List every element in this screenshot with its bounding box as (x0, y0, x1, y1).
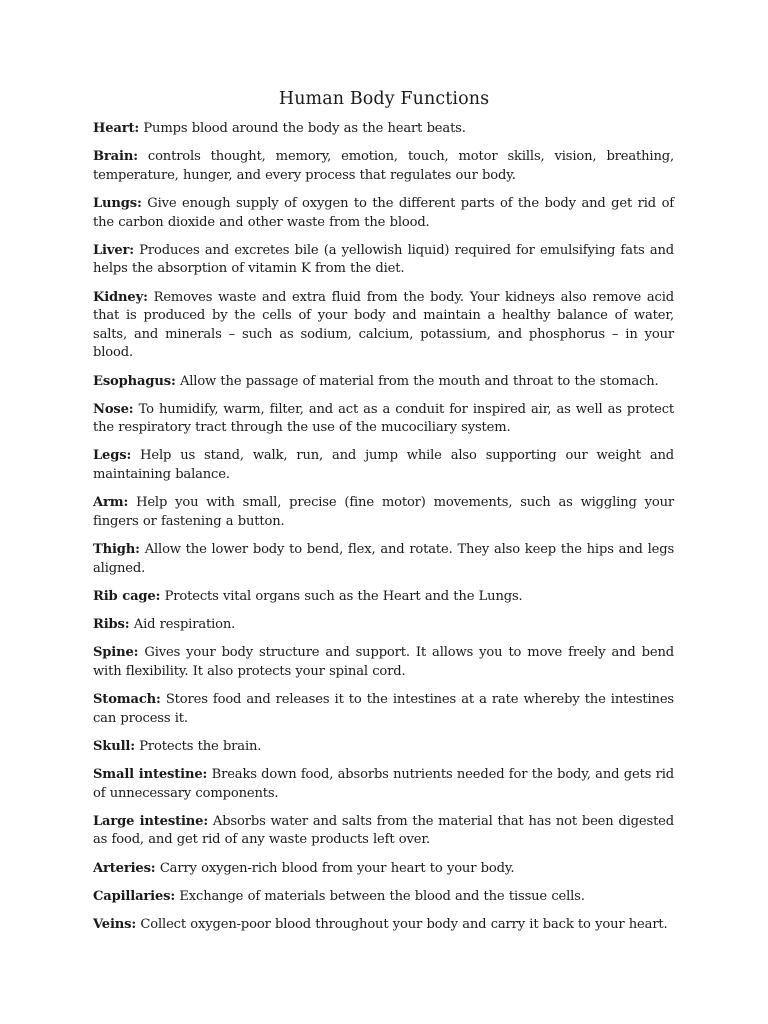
entry-text: Protects the brain. (139, 738, 262, 754)
entry-capillaries (93, 888, 674, 907)
entry-term: Heart: (93, 121, 140, 136)
entry-term: Lungs: (93, 195, 142, 211)
entry-term: Rib cage: (93, 588, 161, 604)
entry-term: Ribs: (93, 617, 130, 632)
entry-text: Absorbs water and salts from the material that has not been digested as food, and get rid of any waste products left over. (93, 813, 675, 848)
entry-text: Carry oxygen-rich blood from your heart to your body. (159, 860, 515, 876)
entry-term: Brain: (93, 149, 138, 165)
entry-ribs (93, 616, 674, 635)
entry-term: Spine: (93, 645, 139, 661)
entry-veins (93, 916, 674, 935)
entry-legs (93, 447, 674, 484)
entry-nose (93, 401, 674, 438)
entry-heart (93, 120, 674, 139)
entry-term: Thigh: (93, 542, 140, 558)
entry-esophagus (93, 373, 674, 392)
entry-text: Help us stand, walk, run, and jump while also supporting our weight and maintaining balance. (93, 448, 675, 483)
entry-text: Stores food and releases it to the intestines at a rate whereby the intestines can process it. (93, 691, 675, 726)
entry-skull (93, 738, 674, 757)
entry-stomach (93, 691, 674, 728)
entry-text: controls thought, memory, emotion, touch, motor skills, vision, breathing, temperature, hunger, and every process that regulates our body. (93, 149, 674, 183)
entry-text: Help you with small, precise (fine motor) movements, such as wiggling your fingers or fastening a button. (93, 495, 674, 529)
entry-text: Pumps blood around the body as the heart beats. (143, 121, 466, 136)
entry-term: Capillaries: (93, 888, 176, 904)
entry-text: Exchange of materials between the blood and the tissue cells. (179, 888, 585, 904)
page-title: Human Body Functions (278, 89, 490, 109)
entry-text: Protects vital organs such as the Heart and the Lungs. (164, 588, 523, 604)
entry-text: Give enough supply of oxygen to the different parts of the body and get rid of the carbon dioxide and other waste from the blood. (93, 195, 674, 230)
entry-liver (93, 242, 674, 279)
entry-term: Stomach: (93, 691, 161, 707)
entry-text: Produces and excretes bile (a yellowish liquid) required for emulsifying fats and helps the absorption of vitamin K from the diet. (93, 242, 674, 277)
entry-text: Collect oxygen-poor blood throughout your body and carry it back to your heart. (140, 916, 668, 932)
entry-thigh (93, 541, 674, 578)
entry-term: Arteries: (93, 860, 156, 876)
entry-term: Liver: (93, 242, 134, 258)
entry-term: Esophagus: (93, 373, 176, 389)
entry-text: Breaks down food, absorbs nutrients needed for the body, and gets rid of unnecessary components. (93, 766, 675, 801)
entry-large-intestine (93, 813, 674, 850)
entry-kidney (93, 289, 674, 363)
entry-term: Nose: (93, 401, 134, 417)
entry-lungs (93, 195, 674, 232)
entry-term: Kidney: (93, 289, 148, 305)
entry-text: To humidify, warm, filter, and act as a conduit for inspired air, as well as protect the respiratory tract through the use of the mucociliary system. (93, 401, 675, 436)
definitions-list (93, 120, 674, 944)
entry-rib-cage (93, 588, 674, 607)
entry-text: Allow the passage of material from the mouth and throat to the stomach. (179, 373, 659, 389)
entry-text: Allow the lower body to bend, flex, and rotate. They also keep the hips and legs aligned. (93, 542, 675, 576)
entry-brain (93, 148, 674, 185)
entry-text: Aid respiration. (133, 617, 236, 632)
entry-arm (93, 494, 674, 531)
entry-arteries (93, 860, 674, 879)
entry-term: Veins: (93, 916, 137, 932)
entry-term: Large intestine: (93, 813, 209, 829)
entry-term: Arm: (93, 495, 129, 511)
entry-term: Small intestine: (93, 766, 208, 782)
entry-spine (93, 644, 674, 681)
entry-text: Removes waste and extra fluid from the body. Your kidneys also remove acid that is produced by the cells of your body and maintain a healthy balance of water, salts, and minerals – such as sodium, calcium, potassium, and phosphorus – in your blood. (93, 289, 674, 361)
entry-small-intestine (93, 766, 674, 803)
entry-term: Skull: (93, 738, 135, 754)
entry-term: Legs: (93, 448, 132, 464)
entry-text: Gives your body structure and support. It allows you to move freely and bend with flexibility. It also protects your spinal cord. (93, 645, 675, 679)
